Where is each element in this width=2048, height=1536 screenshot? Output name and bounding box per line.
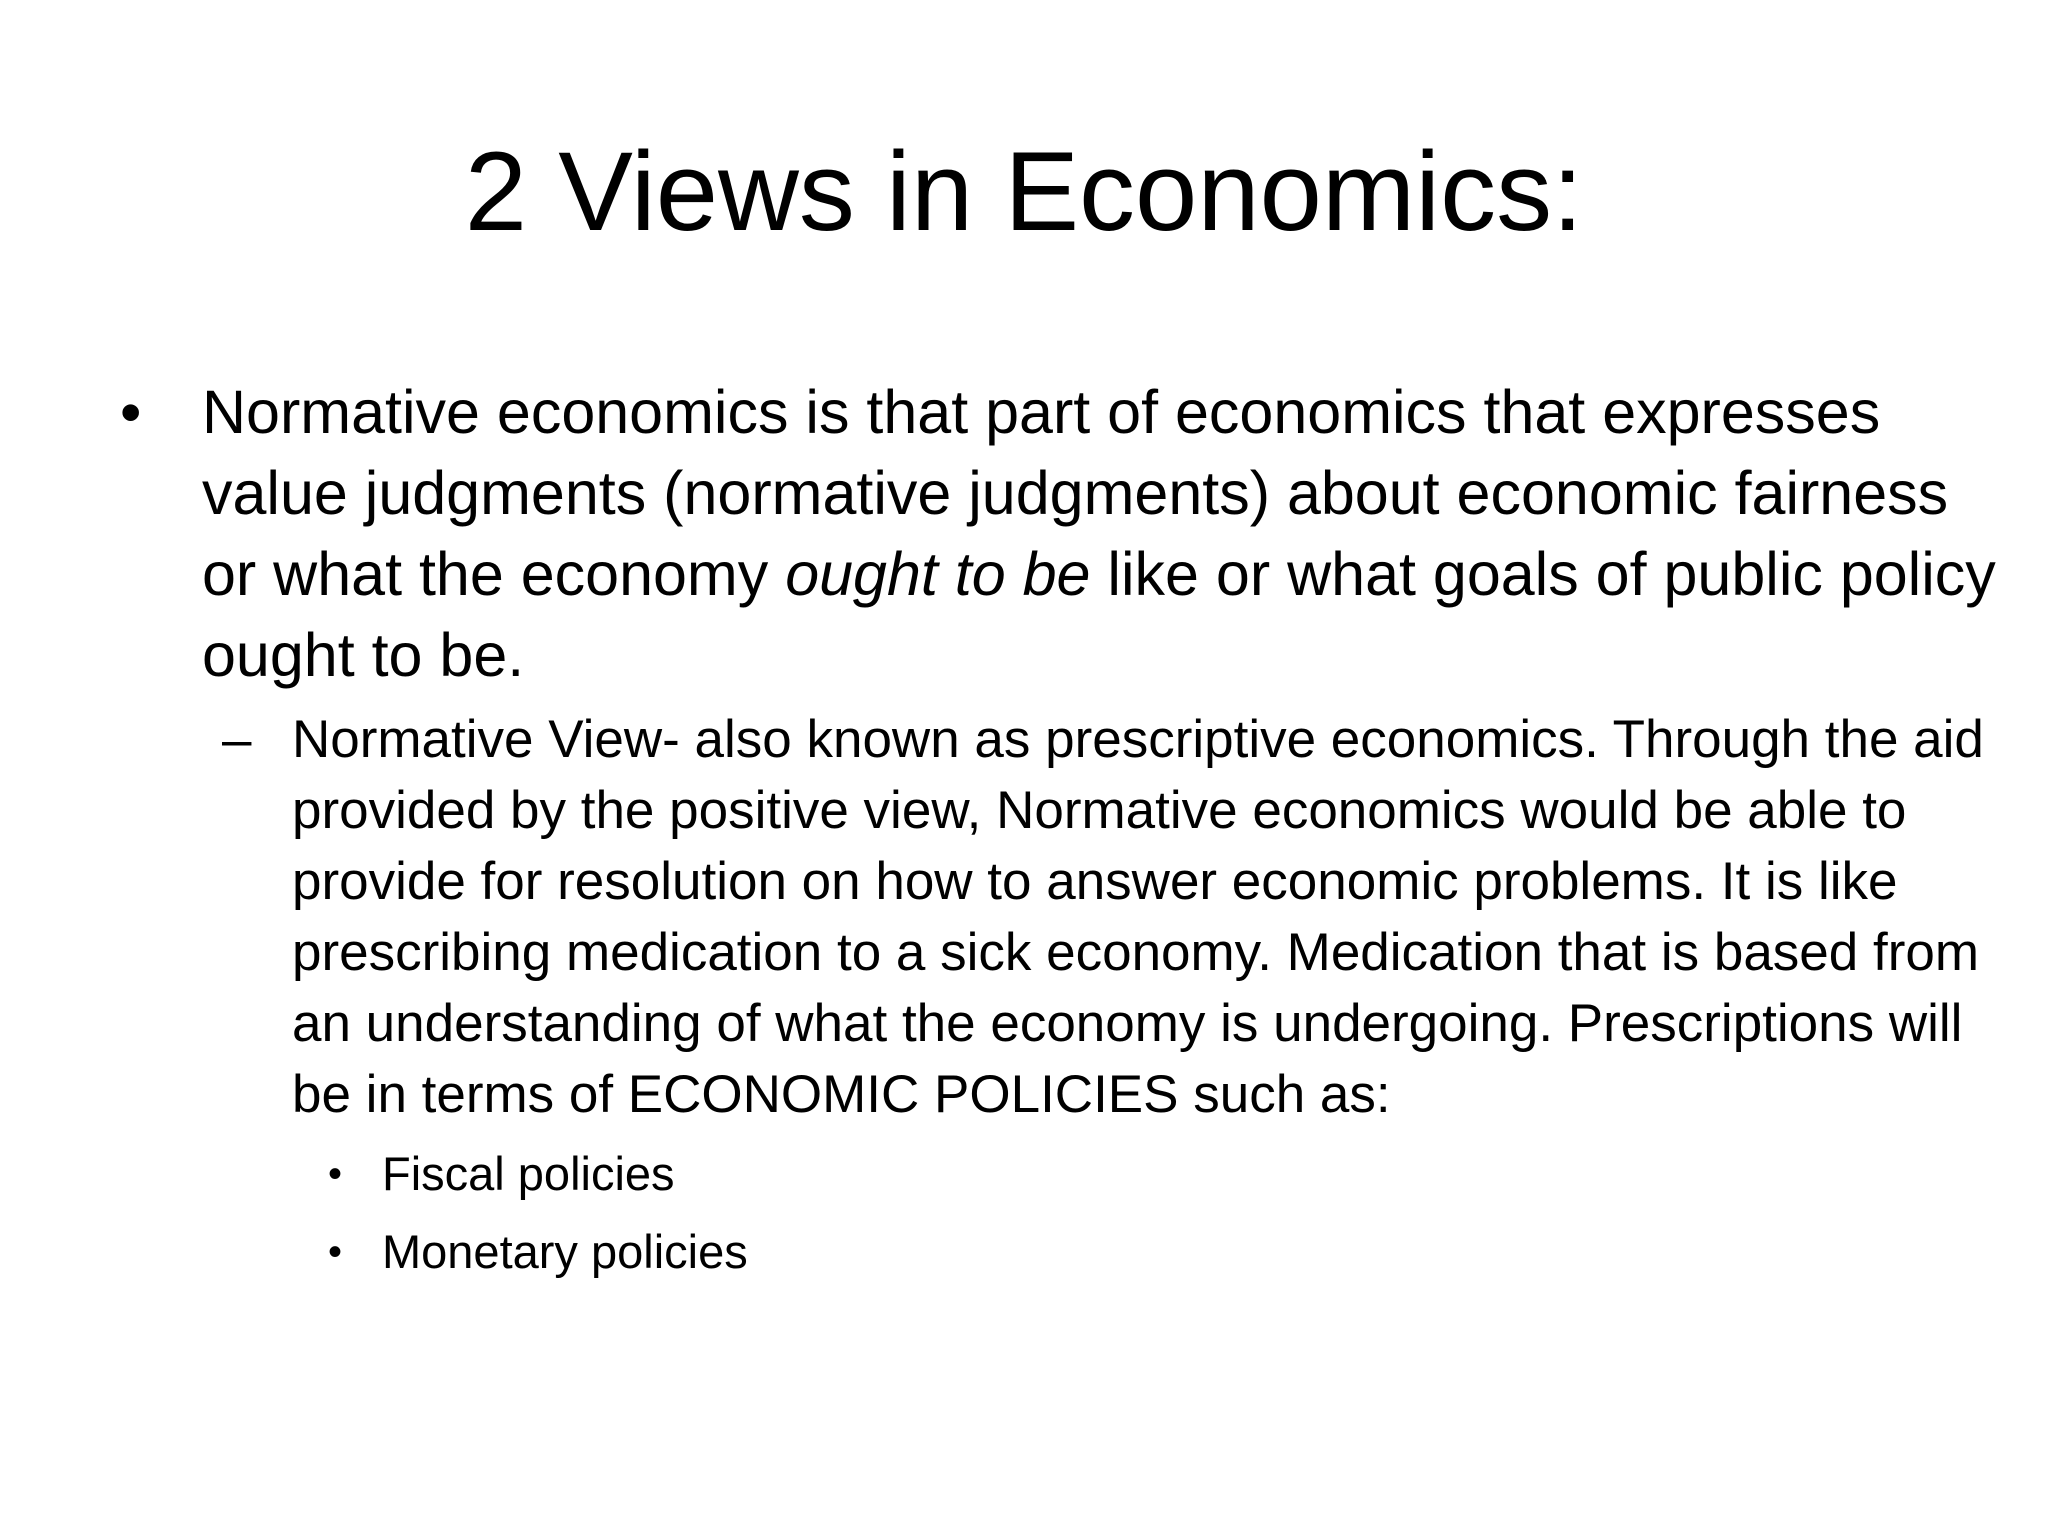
slide-content — [120, 372, 1996, 1282]
slide-title: 2 Views in Economics: — [464, 129, 1584, 254]
sub-sub-bullet-text: Fiscal policies — [382, 1147, 675, 1200]
bullet-marker: • — [120, 378, 142, 446]
bullet-italic-text: ought to be — [785, 540, 1091, 608]
bullet-marker: • — [328, 1230, 343, 1274]
bullet-marker: • — [328, 1152, 343, 1196]
bullet-text-part1: Normative economics is that part of economics that expresses value judgments (normative judgments) about economic fairness or what the economy — [202, 378, 1949, 608]
dash-marker: – — [222, 710, 252, 769]
sub-sub-bullet-text: Monetary policies — [382, 1225, 748, 1278]
bullet-normative-economics — [120, 372, 2002, 696]
sub-sub-bullet-fiscal — [120, 1144, 1980, 1204]
sub-bullet-text: Normative View- also known as prescriptive economics. Through the aid provided by the positive view, Normative economics would be able to provide for resolution on how to answer economic problems. It is like prescribing medication to a sick economy. Medication that is based from an understanding of what the economy is undergoing. Prescriptions will be in terms of ECONOMIC POLICIES such as: — [292, 710, 1984, 1124]
sub-bullet-normative-view — [120, 704, 2032, 1130]
bullet-text-part2: like or what goals of public policy ought to be. — [202, 540, 1996, 689]
sub-sub-bullet-monetary — [120, 1222, 1980, 1282]
